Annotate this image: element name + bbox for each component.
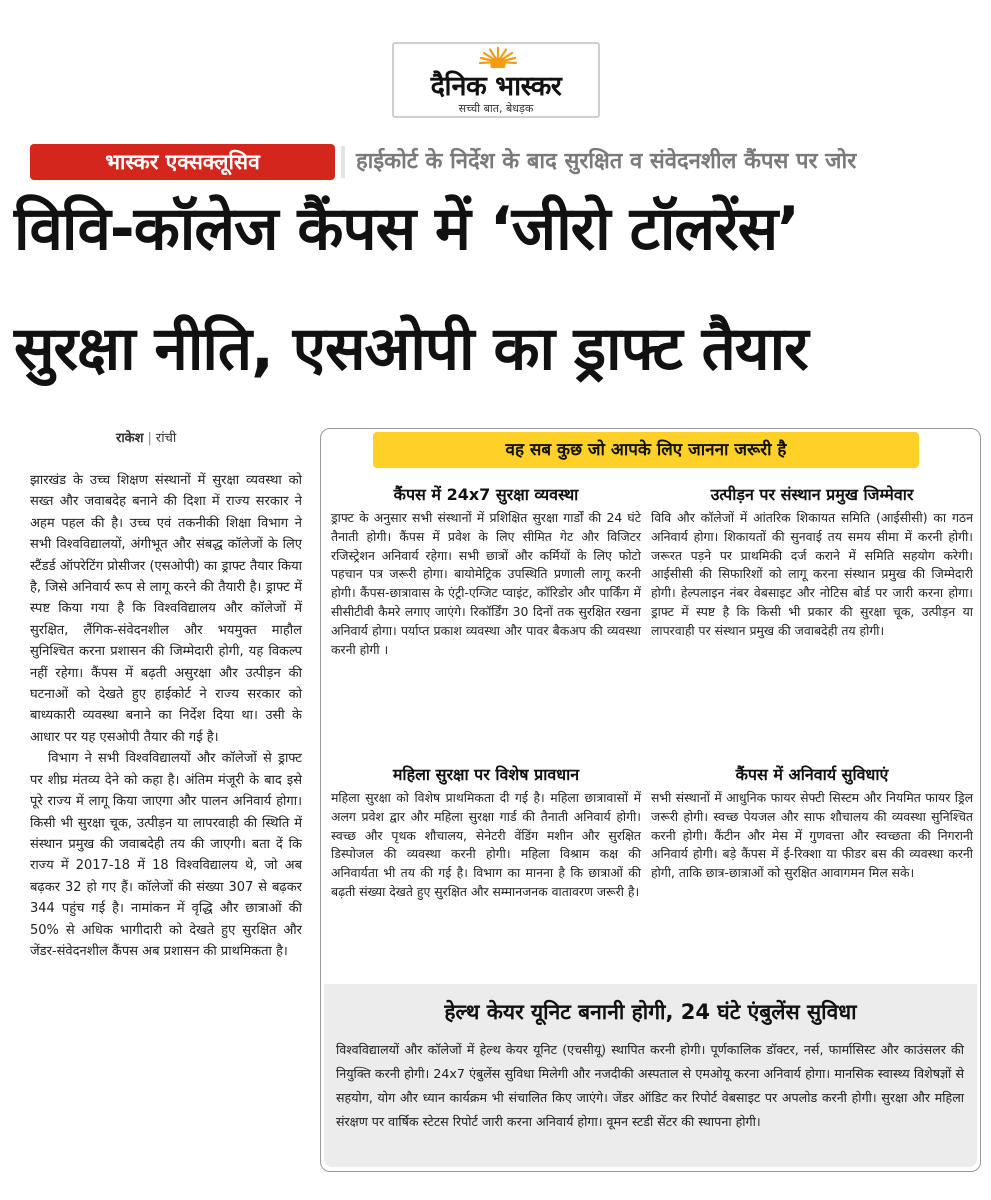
section-body-facilities: सभी संस्थानों में आधुनिक फायर सेफ्टी सिस्टम और नियमित फायर ड्रिल जरूरी होगी। स्वच्छ पेयजल और साफ शौचालय की व्यवस्था सुनिश्चित करनी होगी। कैंटीन और मेस में गुणवत्ता और स्वच्छता की निगरानी अनिवार्य होगी। बड़े कैंपस में ई-रिक्शा या फीडर बस की व्यवस्था करनी होगी, ताकि छात्र-छात्राओं को सुरक्षित आवागमन मिल सके। <box>651 790 973 881</box>
section-heading-women-safety: महिला सुरक्षा पर विशेष प्रावधान <box>392 765 580 784</box>
kicker-headline: हाईकोर्ट के निर्देश के बाद सुरक्षित व संवेदनशील कैंपस पर जोर <box>356 149 857 174</box>
byline-separator: | <box>147 431 152 446</box>
health-care-heading: हेल्थ केयर यूनिट बनानी होगी, 24 घंटे एंबुलेंस सुविधा <box>444 1000 857 1024</box>
info-box-title: वह सब कुछ जो आपके लिए जानना जरूरी है <box>373 432 919 468</box>
masthead <box>392 42 600 118</box>
health-care-body: विश्वविद्यालयों और कॉलेजों में हेल्थ केयर यूनिट (एचसीयू) स्थापित करनी होगी। पूर्णकालिक डॉक्टर, नर्स, फार्मासिस्ट और काउंसलर की नियुक्ति करनी होगी। 24x7 एंबुलेंस सुविधा मिलेगी और नजदीकी अस्पताल से एमओयू करना अनिवार्य होगा। मानसिक स्वास्थ्य विशेषज्ञों से सहयोग, योग और ध्यान कार्यक्रम भी संचालित किए जाएंगे। जेंडर ऑडिट कर रिपोर्ट वेबसाइट पर अपलोड करनी होगी। सुरक्षा और महिला संरक्षण पर वार्षिक स्टेटस रिपोर्ट जारी करना अनिवार्य होगा। वूमन स्टडी सेंटर की स्थापना होगी। <box>336 1042 964 1129</box>
byline-author: राकेश <box>116 431 144 446</box>
exclusive-badge: भास्कर एक्सक्लूसिव <box>30 144 335 180</box>
byline <box>116 428 176 446</box>
section-body-women-safety: महिला सुरक्षा को विशेष प्राथमिकता दी गई है। महिला छात्रावासों में अलग प्रवेश द्वार और महिला सुरक्षा गार्ड की तैनाती अनिवार्य होगी। स्वच्छ और पृथक शौचालय, सेनेटरी वेंडिंग मशीन और सुरक्षित डिस्पोजल की व्यवस्था करनी होगी। महिला विश्राम कक्ष की अनिवार्यता भी तय की गई है। विभाग का मानना है कि छात्राओं की बढ़ती संख्या देखते हुए सुरक्षित और सम्मानजनक वातावरण जरूरी है। <box>331 790 641 899</box>
article-body <box>30 470 302 962</box>
section-body-security: ड्राफ्ट के अनुसार सभी संस्थानों में प्रशिक्षित सुरक्षा गार्डों की 24 घंटे तैनाती होगी। कैंपस में प्रवेश के लिए सीमित गेट और विजिटर रजिस्ट्रेशन अनिवार्य रहेगा। सभी छात्रों और कर्मियों के लिए फोटो पहचान पत्र जरूरी होगा। बायोमेट्रिक उपस्थिति प्रणाली लागू करनी होगी। कैंपस-छात्रावास के एंट्री-एग्जिट प्वाइंट, कॉरिडोर और पार्किंग में सीसीटीवी कैमरे लगाए जाएंगे। रिकॉर्डिंग 30 दिनों तक सुरक्षित रखना अनिवार्य होगा। पर्याप्त प्रकाश व्यवस्था और पावर बैकअप की व्यवस्था करनी होगी । <box>331 510 641 657</box>
section-heading-facilities: कैंपस में अनिवार्य सुविधाएं <box>735 765 889 784</box>
section-heading-security: कैंपस में 24x7 सुरक्षा व्यवस्था <box>393 485 579 504</box>
section-heading-harassment: उत्पीड़न पर संस्थान प्रमुख जिम्मेवार <box>710 485 914 504</box>
info-box <box>320 428 981 1172</box>
badge-divider <box>341 146 345 178</box>
byline-place: रांची <box>155 431 177 446</box>
health-care-panel <box>324 984 977 1167</box>
headline-line-1: विवि-कॉलेज कैंपस में ‘जीरो टॉलरेंस’ <box>14 194 799 264</box>
headline-line-2: सुरक्षा नीति, एसओपी का ड्राफ्ट तैयार <box>14 314 808 384</box>
newspaper-name: दैनिक भास्कर <box>430 71 562 102</box>
newspaper-tagline: सच्ची बात, बेधड़क <box>458 102 534 115</box>
section-body-harassment: विवि और कॉलेजों में आंतरिक शिकायत समिति (आईसीसी) का गठन अनिवार्य होगा। शिकायतों की सुनवाई तय समय सीमा में करनी होगी। जरूरत पड़ने पर प्राथमिकी दर्ज कराने में समिति सहयोग करेगी। आईसीसी की सिफारिशों को लागू करना संस्थान प्रमुख की जिम्मेदारी होगी। हेल्पलाइन नंबर वेबसाइट और नोटिस बोर्ड पर जारी करना होगा। ड्राफ्ट में स्पष्ट है कि किसी भी प्रकार की सुरक्षा चूक, उत्पीड़न या लापरवाही पर संस्थान प्रमुख की जवाबदेही तय होगी। <box>651 510 973 638</box>
article-paragraph-1: झारखंड के उच्च शिक्षण संस्थानों में सुरक्षा व्यवस्था को सख्त और जवाबदेह बनाने की दिशा में राज्य सरकार ने अहम पहल की है। उच्च एवं तकनीकी शिक्षा विभाग ने सभी विश्वविद्यालयों, अंगीभूत और संबद्ध कॉलेजों के लिए स्टैंडर्ड ऑपरेटिंग प्रोसीजर (एसओपी) का ड्राफ्ट तैयार किया है, जिसे अनिवार्य रूप से लागू करने की तैयारी है। ड्राफ्ट में स्पष्ट किया गया है कि विश्वविद्यालय और कॉलेजों में सुरक्षित, लैंगिक-संवेदनशील और भयमुक्त माहौल सुनिश्चित करना प्रशासन की जिम्मेदारी होगी, यह विकल्प नहीं रहेगा। कैंपस में बढ़ती असुरक्षा और उत्पीड़न की घटनाओं को देखते हुए हाईकोर्ट ने राज्य सरकार को बाध्यकारी व्यवस्था बनाने का निर्देश दिया था। उसी के आधार पर यह एसओपी तैयार की गई है। <box>30 473 302 745</box>
article-paragraph-2: विभाग ने सभी विश्वविद्यालयों और कॉलेजों से ड्राफ्ट पर शीघ्र मंतव्य देने को कहा है। अंतिम मंजूरी के बाद इसे पूरे राज्य में लागू किया जाएगा और पालन अनिवार्य होगा। किसी भी सुरक्षा चूक, उत्पीड़न या लापरवाही की स्थिति में संस्थान प्रमुख की जवाबदेही तय की जाएगी। बता दें कि राज्य में 2017-18 में 18 विश्वविद्यालय थे, जो अब बढ़कर 32 हो गए हैं। कॉलेजों की संख्या 307 से बढ़कर 344 पहुंच गई है। नामांकन में वृद्धि और छात्राओं की 50% से अधिक भागीदारी को देखते हुए सुरक्षित और जेंडर-संवेदनशील कैंपस अब प्रशासन की प्राथमिकता है। <box>30 751 302 959</box>
